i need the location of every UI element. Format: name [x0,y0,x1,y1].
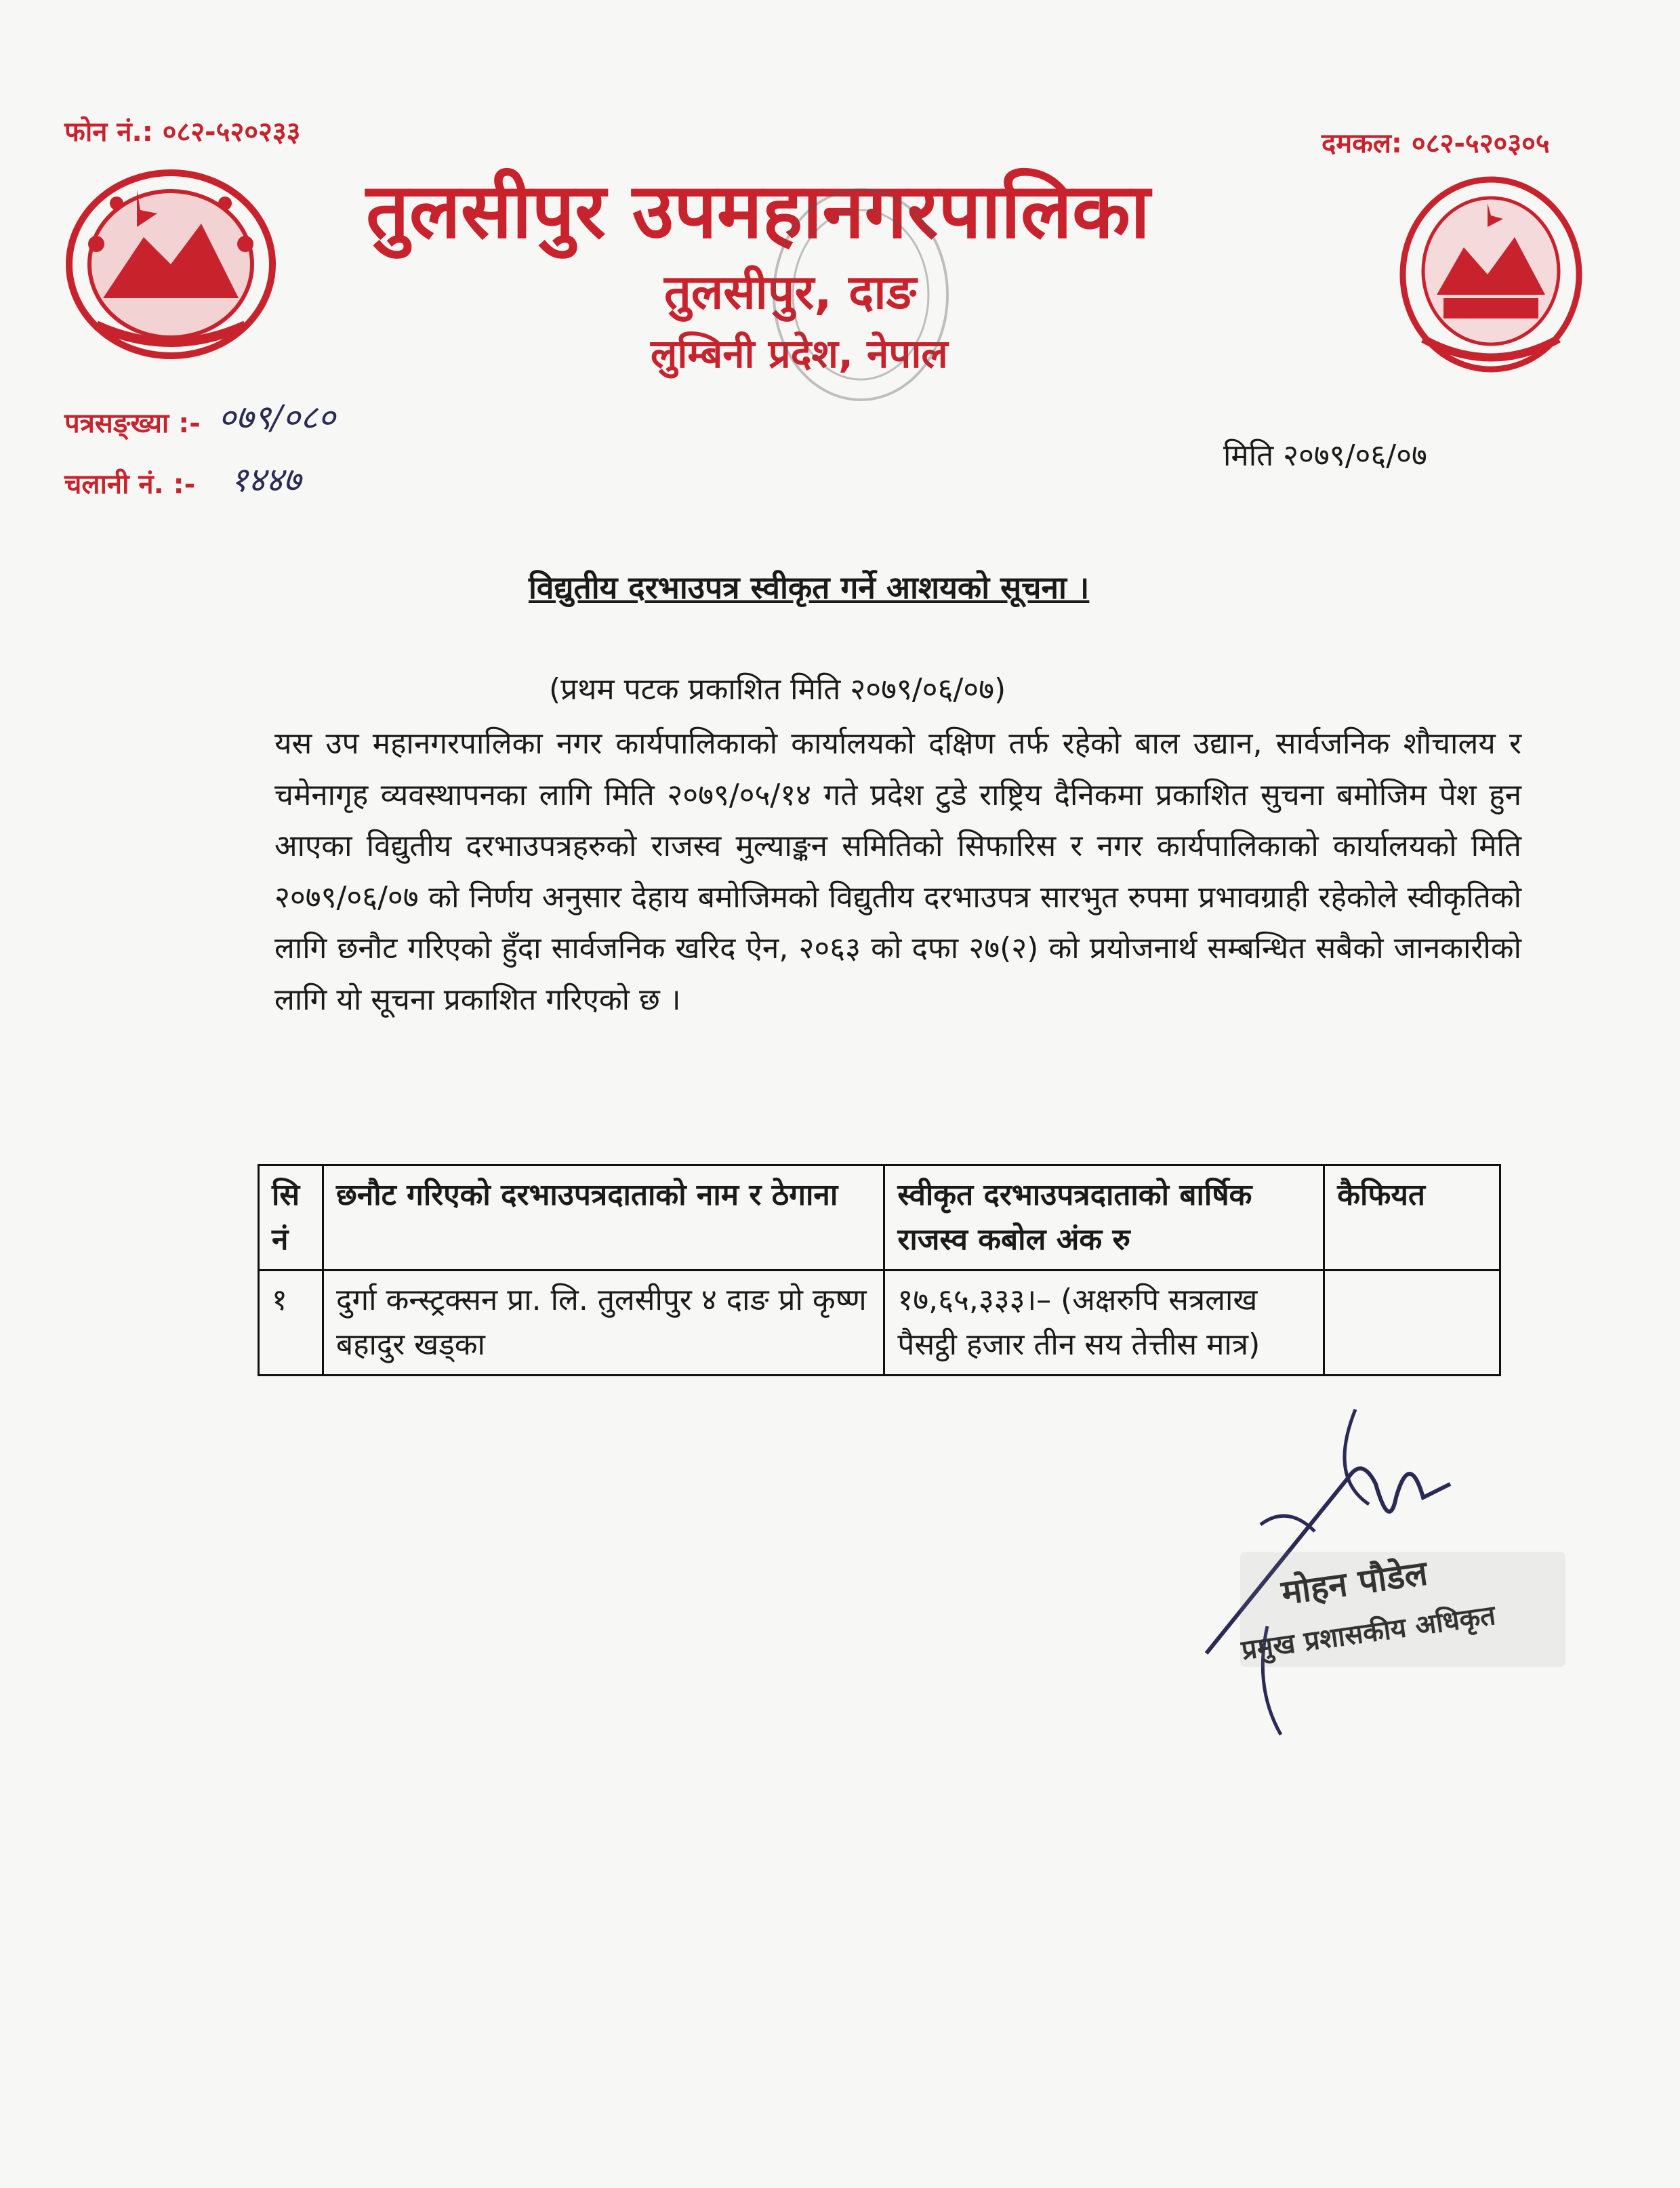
office-round-stamp [766,183,956,407]
column-header-amount: स्वीकृत दरभाउपत्रदाताको बार्षिक राजस्व कबोल अंक रु [884,1165,1324,1271]
table-header-row [259,1165,1500,1271]
notice-subject: विद्युतीय दरभाउपत्र स्वीकृत गर्ने आशयको सूचना । [529,569,1090,606]
office-name: तुलसीपुर उपमहानगरपालिका [366,167,1150,255]
notice-body: यस उप महानगरपालिका नगर कार्यपालिकाको कार्यालयको दक्षिण तर्फ रहेको बाल उद्यान, सार्वजनिक शौचालय र चमेनागृह व्यवस्थापनका लागि मिति २०७९/०५/१४ गते प्रदेश टुडे राष्ट्रिय दैनिकमा प्रकाशित सुचना बमोजिम पेश हुन आएका विद्युतीय दरभाउपत्रहरुको राजस्व मुल्याङ्कन समितिको सिफारिस र नगर कार्यपालिकाको कार्यालयको मिति २०७९/०६/०७ को निर्णय अनुसार देहाय बमोजिमको विद्युतीय दरभाउपत्र सारभुत रुपमा प्रभावग्राही रहेकोले स्वीकृतिको लागि छनौट गरिएको हुँदा सार्वजनिक खरिद ऐन, २०६३ को दफा २७(२) को प्रयोजनार्थ सम्बन्धित सबैको जानकारीको लागि यो सूचना प्रकाशित गरिएको छ । [274,726,1521,1017]
letter-date: मिति २०७९/०६/०७ [1223,438,1427,473]
letter-number-value: ०७९/०८० [218,398,335,437]
column-header-bidder: छनौट गरिएको दरभाउपत्रदाताको नाम र ठेगाना [323,1165,884,1271]
cell-serial: १ [259,1271,323,1376]
column-header-serial: सि नं [259,1165,323,1271]
dispatch-number-label: चलानी नं. :- [64,469,196,500]
dispatch-number-value: १४४७ [230,460,301,499]
cell-bidder: दुर्गा कन्स्ट्रक्सन प्रा. लि. तुलसीपुर ४ दाङ प्रो कृष्ण बहादुर खड्का [323,1271,884,1376]
office-address: तुलसीपुर, दाङ [664,264,917,320]
letter-number-label: पत्रसङ्ख्या :- [64,408,201,439]
signatory-name: मोहन पौडेल [1279,1553,1430,1613]
nepal-emblem-icon [56,163,286,366]
signatory-title: प्रमुख प्रशासकीय अधिकृत [1239,1599,1498,1667]
table-row [259,1271,1500,1376]
cell-amount: १७,६५,३३३।– (अक्षरुपि सत्रलाख पैसट्ठी हजार तीन सय तेत्तीस मात्र) [884,1271,1324,1376]
award-table [258,1164,1501,1376]
cell-remarks [1324,1271,1500,1376]
office-province: लुम्बिनी प्रदेश, नेपाल [651,331,948,377]
municipality-seal-icon [1396,173,1586,376]
fire-number: दमकल: ०८२-५२०३०५ [1322,128,1550,159]
publication-note: (प्रथम पटक प्रकाशित मिति २०७९/०६/०७) [549,672,1006,707]
column-header-remarks: कैफियत [1324,1165,1500,1271]
phone-number: फोन नं.: ०८२-५२०२३३ [64,117,301,148]
